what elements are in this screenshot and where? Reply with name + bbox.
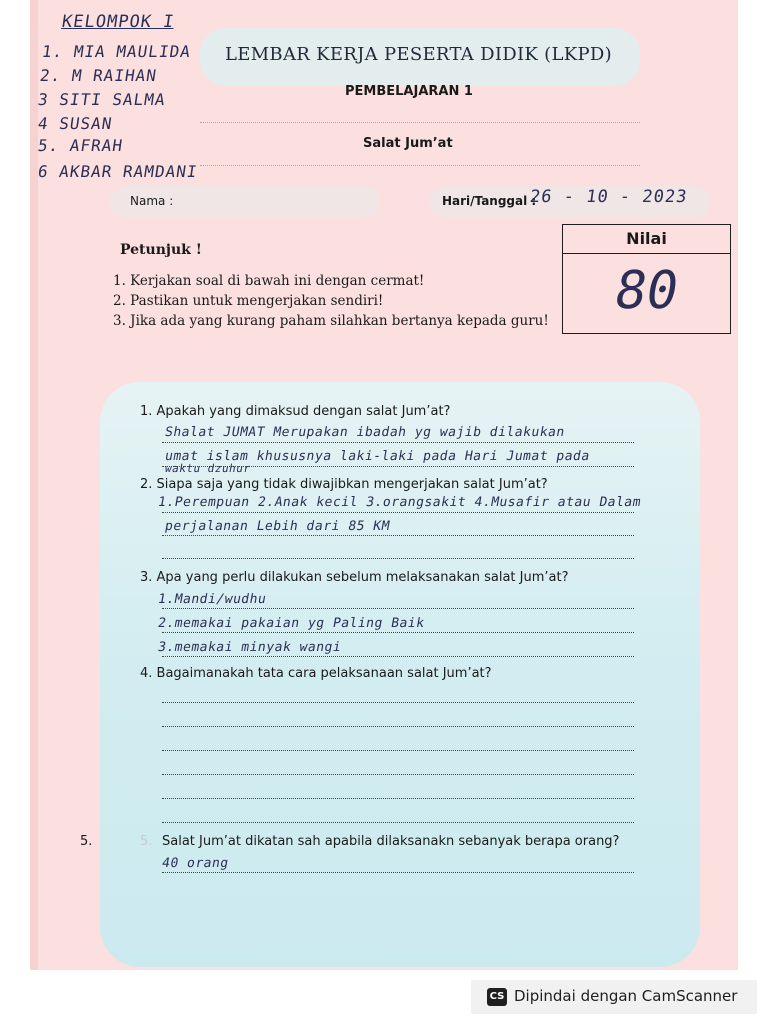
- group-member: 6 AKBAR RAMDANI: [36, 162, 199, 181]
- score-box: [562, 224, 731, 334]
- question-3: 3. Apa yang perlu dilakukan sebelum melaksanakan salat Jum’at?: [140, 570, 569, 585]
- page-title: LEMBAR KERJA PESERTA DIDIK (LKPD): [225, 44, 612, 65]
- answer-dotted-line: [162, 750, 634, 751]
- answer-line: perjalanan Lebih dari 85 KM: [163, 519, 392, 534]
- question-5-number: 5.: [80, 834, 93, 849]
- answer-dotted-line: [162, 632, 634, 633]
- question-5-faint-number: 5.: [140, 834, 153, 849]
- answer-dotted-line: [162, 608, 634, 609]
- instruction-item: 3. Jika ada yang kurang paham silahkan bertanya kepada guru!: [113, 313, 549, 329]
- answer-dotted-line: [162, 774, 634, 775]
- answer-dotted-line: [162, 872, 634, 873]
- page-edge: [30, 0, 38, 970]
- name-label: Nama :: [130, 194, 174, 208]
- group-member: 1. MIA MAULIDA: [40, 42, 193, 61]
- group-title: KELOMPOK I: [60, 12, 176, 32]
- instructions-title: Petunjuk !: [120, 242, 202, 258]
- answer-dotted-line: [162, 442, 634, 443]
- answer-line: umat islam khususnya laki-laki pada Hari Jumat pada: [163, 449, 591, 464]
- answer-dotted-line: [162, 558, 634, 559]
- answer-line: 1.Mandi/wudhu: [156, 592, 268, 607]
- answer-dotted-line: [162, 822, 634, 823]
- answer-line: Shalat JUMAT Merupakan ibadah yg wajib dilakukan: [163, 425, 567, 440]
- camscanner-text: Dipindai dengan CamScanner: [514, 987, 738, 1005]
- instruction-item: 1. Kerjakan soal di bawah ini dengan cermat!: [113, 273, 425, 289]
- divider: [200, 122, 640, 123]
- score-value: 80: [609, 261, 684, 321]
- answer-dotted-line: [162, 726, 634, 727]
- divider: [200, 165, 640, 166]
- answer-line: 1.Perempuan 2.Anak kecil 3.orangsakit 4.Musafir atau Dalam: [156, 495, 643, 510]
- score-label: Nilai: [563, 225, 730, 254]
- answer-line: 40 orang: [160, 856, 230, 871]
- group-member: 2. M RAIHAN: [38, 66, 159, 85]
- date-value: 26 - 10 - 2023: [528, 187, 689, 207]
- question-4: 4. Bagaimanakah tata cara pelaksanaan salat Jum’at?: [140, 666, 492, 681]
- answer-dotted-line: [162, 535, 634, 536]
- answer-line: waktu dzuhur: [163, 462, 252, 475]
- date-label: Hari/Tanggal :: [442, 194, 537, 208]
- lesson-topic: Salat Jum’at: [363, 136, 453, 151]
- answer-dotted-line: [162, 798, 634, 799]
- answer-line: 2.memakai pakaian yg Paling Baik: [156, 616, 426, 631]
- camscanner-icon: CS: [487, 988, 507, 1006]
- answer-dotted-line: [162, 702, 634, 703]
- question-2: 2. Siapa saja yang tidak diwajibkan mengerjakan salat Jum’at?: [140, 477, 548, 492]
- answer-dotted-line: [162, 656, 634, 657]
- group-member: 3 SITI SALMA: [36, 90, 167, 109]
- question-5: Salat Jum’at dikatan sah apabila dilaksanakn sebanyak berapa orang?: [162, 834, 620, 849]
- answer-line: 3.memakai minyak wangi: [156, 640, 343, 655]
- answer-dotted-line: [162, 512, 634, 513]
- group-member: 5. AFRAH: [36, 136, 125, 155]
- group-member: 4 SUSAN: [36, 114, 114, 133]
- lesson-number: PEMBELAJARAN 1: [345, 84, 473, 99]
- instruction-item: 2. Pastikan untuk mengerjakan sendiri!: [113, 293, 384, 309]
- question-1: 1. Apakah yang dimaksud dengan salat Jum’at?: [140, 404, 451, 419]
